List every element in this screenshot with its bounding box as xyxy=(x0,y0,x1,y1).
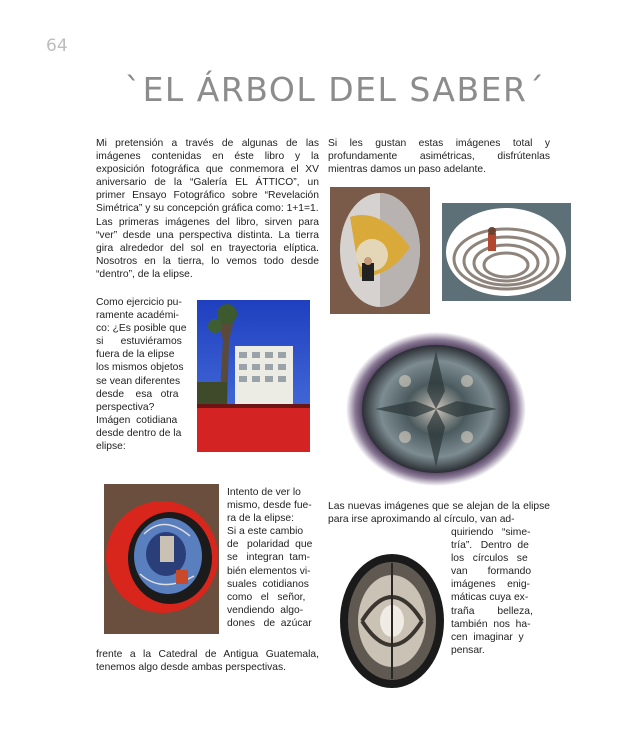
narrow-text-line: ramente académi- xyxy=(96,310,179,322)
narrow-text-line: Imágen cotidiana xyxy=(96,414,178,426)
outside-text-line: dones de azúcar xyxy=(227,617,312,629)
outside-text-line: Intento de ver lo xyxy=(227,487,301,498)
circle-text-line: imágenes enig- xyxy=(451,579,530,591)
circle-text-line: máticas cuya ex- xyxy=(451,592,529,604)
outside-text-line: suales cotidianos xyxy=(227,578,309,590)
circle-text-line: van formando xyxy=(451,566,532,578)
narrow-text-line: Como ejercicio pu- xyxy=(96,297,182,308)
outside-text-line: se integran tam- xyxy=(227,552,310,564)
circle-lead-text: Las nuevas imágenes que se alejan de la elipse para irse aproximando al círculo, van ad- xyxy=(328,501,550,526)
intro-text: Mi pretensión a través de algunas de las imágenes contenidas en éste libro y la exposición fotográfica que conmemora el XV aniversario de la “Galería EL ÁTTICO”, un primer Ensayo Fotográfico sobre “Revelación Simétrica” y su concepción gráfica como: 1+1=1. xyxy=(96,138,319,215)
narrow-text-line: desde esa otra xyxy=(96,388,179,400)
narrow-text-line: desde dentro de la xyxy=(96,427,182,439)
narrow-text-line: perspectiva? xyxy=(96,401,155,413)
photo-circular-fisheye xyxy=(104,484,219,634)
narrow-text-line: fuera de la elipse xyxy=(96,349,175,361)
photo-kaleidoscope-ellipse xyxy=(345,331,527,488)
page-title: `EL ÁRBOL DEL SABER´ xyxy=(124,70,546,109)
photo-street-scene xyxy=(197,300,310,452)
circle-text-line: quiriendo “sime- xyxy=(451,527,531,538)
circle-text-line: pensar. xyxy=(451,644,485,656)
left-intro-paragraph xyxy=(96,137,319,281)
outside-text-line: bién elementos vi- xyxy=(227,565,311,577)
elipse-text: Las primeras imágenes del libro, sirven para “ver” desde una perspectiva distinta. La tierra gira alrededor del sol en trayectoria elíptica. Nosotros en la tierra, lo vemos todo desde “dentro”, de la elipse. xyxy=(96,216,319,280)
page-number: 64 xyxy=(46,36,68,56)
circle-text-block xyxy=(451,526,550,657)
circle-text-line: los círculos se xyxy=(451,553,528,565)
photo-oval-stairs xyxy=(442,203,571,301)
narrow-text-line: co: ¿Es posible que xyxy=(96,323,187,335)
circle-text-line: tría”. Dentro de xyxy=(451,540,529,552)
right-intro-text: Si les gustan estas imágenes total y profundamente asimétricas, disfrútenlas mientras damos un paso adelante. xyxy=(328,138,550,176)
outside-text-line: de polaridad que xyxy=(227,539,313,551)
closing-text: frente a la Catedral de Antigua Guatemala, tenemos algo desde ambas perspectivas. xyxy=(96,649,319,674)
narrow-text-line: si estuviéramos xyxy=(96,336,182,348)
outside-text-line: Si a este cambio xyxy=(227,526,304,538)
narrow-text-line: se vean diferentes xyxy=(96,375,181,387)
photo-circle-arches xyxy=(339,553,445,689)
outside-text-line: ra de la elipse: xyxy=(227,513,294,525)
outside-text-line: como el señor, xyxy=(227,591,306,603)
narrow-text-line: los mismos objetos xyxy=(96,362,184,374)
photo-oval-portrait xyxy=(330,187,430,314)
narrow-text-line: elipse: xyxy=(96,441,126,453)
circle-text-line: cen imaginar y xyxy=(451,631,524,643)
outside-text-line: mismo, desde fue- xyxy=(227,500,312,512)
circle-text-line: traña belleza, xyxy=(451,605,533,617)
narrow-text-block xyxy=(96,296,195,453)
outside-text-block xyxy=(227,486,319,630)
outside-text-line: vendiendo algo- xyxy=(227,604,304,616)
circle-text-line: también nos ha- xyxy=(451,618,531,630)
